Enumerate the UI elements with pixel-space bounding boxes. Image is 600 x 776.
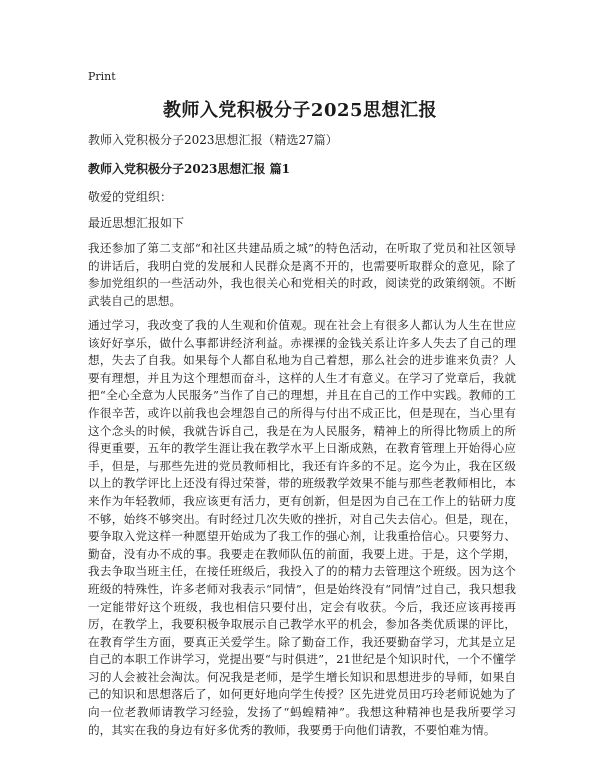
intro-line: 最近思想汇报如下 [88, 216, 185, 230]
document-subtitle: 教师入党积极分子2023思想汇报（精选27篇） [88, 133, 338, 147]
document-title: 教师入党积极分子2025思想汇报 [162, 100, 438, 121]
print-label: Print [88, 70, 116, 83]
section-heading: 教师入党积极分子2023思想汇报 篇1 [88, 162, 290, 176]
salutation-line: 敬爱的党组织： [88, 190, 173, 204]
body-paragraph-1: 我还参加了第二支部“和社区共建品质之城”的特色活动，在听取了党员和社区领导的讲话后，我明白党的发展和人民群众是离不开的，也需要听取群众的意见，除了参加党组织的一些活动外，我也很关心和党相关的时政，阅读党的政策纲领。不断武装自己的思想。 [88, 241, 516, 308]
body-paragraph-2: 通过学习，我改变了我的人生观和价值观。现在社会上有很多人都认为人生在世应该好好享乐，做什么事都讲经济利益。赤裸裸的金钱关系让许多人失去了自己的理想，失去了自我。如果每个人都自私地为自己着想，那么社会的进步谁来负责？人要有理想，并且为这个理想而奋斗，这样的人生才有意义。在学习了党章后，我就把“全心全意为人民服务”当作了自己的理想，并且在自己的工作中实践。教师的工作很辛苦，或许以前我也会埋怨自己的所得与付出不成正比，但是现在，当心里有这个念头的时候，我就告诉自己，我是在为人民服务，精神上的所得比物质上的所得更重要，五年的教学生涯让我在教学水平上日渐成熟，在教育管理上开始得心应手，但是，与那些先进的党员教师相比，我还有许多的不足。迄今为止，我在区级以上的教学评比上还没有得过荣誉，带的班级教学效果不能与那些老教师相比，本来作为年轻教师，我应该更有活力，更有创新，但是因为自己在工作上的钻研力度不够，始终不够突出。有时经过几次失败的挫折，对自己失去信心。但是，现在，要争取入党这样一种愿望开始成为了我工作的强心剂，让我重拾信心。只要努力、勤奋，没有办不成的事。我要走在教师队伍的前面，我要上进。于是，这个学期，我去争取当班主任，在接任班级后，我投入了的的精力去管理这个班级。因为这个班级的特殊性，许多老师对我表示“同情”，但是始终没有“同情”过自己，我只想我一定能带好这个班级，我也相信只要付出，定会有收获。今后，我还应该再接再厉，在教学上，我要积极争取展示自己教学水平的机会，参加各类优质课的评比，在教育学生方面，要真正关爱学生。除了勤奋工作，我还要勤奋学习，尤其是立足自己的本职工作讲学习，党提出要“与时俱进”，21世纪是个知识时代，一个不懂学习的人会被社会淘汰。何况我是老师，是学生增长知识和思想进步的导师，如果自己的知识和思想落后了，如何更好地向学生传授？区先进党员田巧玲老师说她为了向一位老教师请教学习经验，发扬了“蚂蝗精神”。我想这种精神也是我所要学习的，其实在我的身边有好多优秀的教师，我要勇于向他们请教，不要怕难为情。 [88, 318, 516, 737]
